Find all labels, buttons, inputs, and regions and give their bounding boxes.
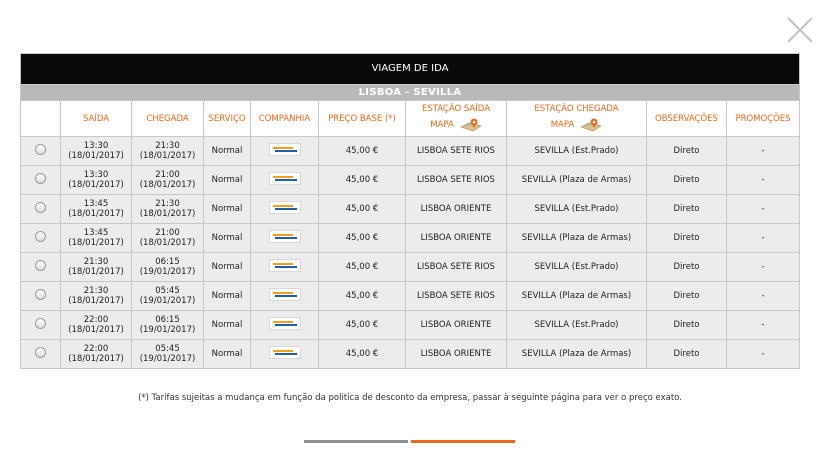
arrival-date: (19/01/2017) bbox=[139, 354, 196, 364]
price-cell: 45,00 € bbox=[319, 166, 406, 195]
row-select-cell bbox=[21, 224, 61, 253]
table-row[interactable] bbox=[21, 340, 800, 369]
price-cell: 45,00 € bbox=[319, 253, 406, 282]
price-cell: 45,00 € bbox=[319, 340, 406, 369]
table-row[interactable] bbox=[21, 224, 800, 253]
modal-title: VIAGEM DE IDA bbox=[21, 54, 800, 85]
company-logo bbox=[269, 143, 301, 156]
departure-cell bbox=[61, 311, 132, 340]
service-cell: Normal bbox=[204, 282, 251, 311]
arrival-date: (18/01/2017) bbox=[139, 209, 196, 219]
row-radio[interactable] bbox=[35, 202, 46, 213]
promotions-cell: - bbox=[727, 166, 800, 195]
departure-station-cell: LISBOA ORIENTE bbox=[406, 224, 507, 253]
arrival-station-cell: SEVILLA (Plaza de Armas) bbox=[507, 166, 647, 195]
departure-time: 13:30 bbox=[83, 141, 109, 151]
row-radio[interactable] bbox=[35, 289, 46, 300]
arrival-time: 06:15 bbox=[155, 315, 180, 325]
row-radio[interactable] bbox=[35, 260, 46, 271]
company-cell bbox=[251, 195, 319, 224]
company-logo bbox=[269, 346, 301, 359]
departure-station-cell: LISBOA SETE RIOS bbox=[406, 137, 507, 166]
progress-steps bbox=[304, 440, 515, 443]
departure-station-cell: LISBOA ORIENTE bbox=[406, 195, 507, 224]
row-select-cell bbox=[21, 253, 61, 282]
observations-cell: Direto bbox=[647, 311, 727, 340]
service-cell: Normal bbox=[204, 253, 251, 282]
col-departure-station bbox=[406, 101, 507, 137]
departure-date: (18/01/2017) bbox=[68, 354, 124, 364]
service-cell: Normal bbox=[204, 311, 251, 340]
arrival-time: 21:30 bbox=[155, 141, 180, 151]
arrival-cell bbox=[132, 311, 204, 340]
schedule-table bbox=[20, 53, 800, 369]
route-title: LISBOA - SEVILLA bbox=[21, 85, 800, 101]
arrival-station-cell: SEVILLA (Est.Prado) bbox=[507, 253, 647, 282]
price-cell: 45,00 € bbox=[319, 311, 406, 340]
row-select-cell bbox=[21, 137, 61, 166]
company-logo bbox=[269, 201, 301, 214]
promotions-cell: - bbox=[727, 224, 800, 253]
arrival-time: 21:00 bbox=[155, 228, 180, 238]
observations-cell: Direto bbox=[647, 137, 727, 166]
service-cell: Normal bbox=[204, 166, 251, 195]
arrival-cell bbox=[132, 195, 204, 224]
departure-time: 13:30 bbox=[83, 170, 109, 180]
row-radio[interactable] bbox=[35, 318, 46, 329]
close-icon bbox=[786, 16, 814, 44]
departure-cell bbox=[61, 166, 132, 195]
arrival-station-cell: SEVILLA (Est.Prado) bbox=[507, 195, 647, 224]
observations-cell: Direto bbox=[647, 166, 727, 195]
company-cell bbox=[251, 166, 319, 195]
departure-date: (18/01/2017) bbox=[68, 238, 124, 248]
departure-cell bbox=[61, 340, 132, 369]
col-arrival-station bbox=[507, 101, 647, 137]
arrival-date: (19/01/2017) bbox=[139, 267, 196, 277]
price-cell: 45,00 € bbox=[319, 195, 406, 224]
departure-station-label: ESTAÇÃO SAÍDA bbox=[421, 104, 491, 114]
arrival-time: 05:45 bbox=[155, 286, 180, 296]
arrival-cell bbox=[132, 282, 204, 311]
map-icon[interactable] bbox=[580, 117, 602, 133]
arrival-date: (18/01/2017) bbox=[139, 180, 196, 190]
arrival-station-label: ESTAÇÃO CHEGADA bbox=[534, 104, 619, 114]
arrival-time: 21:30 bbox=[155, 199, 180, 209]
departure-station-cell: LISBOA ORIENTE bbox=[406, 311, 507, 340]
departure-cell bbox=[61, 137, 132, 166]
departure-date: (18/01/2017) bbox=[68, 151, 124, 161]
arrival-station-cell: SEVILLA (Est.Prado) bbox=[507, 137, 647, 166]
departure-time: 21:30 bbox=[83, 257, 109, 267]
promotions-cell: - bbox=[727, 311, 800, 340]
company-cell bbox=[251, 311, 319, 340]
price-cell: 45,00 € bbox=[319, 137, 406, 166]
departure-cell bbox=[61, 253, 132, 282]
price-cell: 45,00 € bbox=[319, 282, 406, 311]
departure-date: (18/01/2017) bbox=[68, 267, 124, 277]
departure-date: (18/01/2017) bbox=[68, 296, 124, 306]
arrival-cell bbox=[132, 166, 204, 195]
col-promotions: PROMOÇÕES bbox=[727, 101, 800, 137]
promotions-cell: - bbox=[727, 253, 800, 282]
table-row[interactable] bbox=[21, 253, 800, 282]
company-logo bbox=[269, 288, 301, 301]
departure-station-cell: LISBOA SETE RIOS bbox=[406, 166, 507, 195]
departure-map-label: MAPA bbox=[430, 120, 454, 130]
promotions-cell: - bbox=[727, 340, 800, 369]
row-radio[interactable] bbox=[35, 173, 46, 184]
company-logo bbox=[269, 172, 301, 185]
departure-date: (18/01/2017) bbox=[68, 180, 124, 190]
departure-date: (18/01/2017) bbox=[68, 325, 124, 335]
progress-step-1 bbox=[304, 440, 408, 443]
company-cell bbox=[251, 224, 319, 253]
close-button[interactable] bbox=[786, 16, 814, 44]
company-logo bbox=[269, 259, 301, 272]
arrival-cell bbox=[132, 224, 204, 253]
company-cell bbox=[251, 137, 319, 166]
col-base-price: PREÇO BASE (*) bbox=[319, 101, 406, 137]
departure-station-cell: LISBOA SETE RIOS bbox=[406, 253, 507, 282]
departure-cell bbox=[61, 224, 132, 253]
departure-cell bbox=[61, 195, 132, 224]
progress-step-2 bbox=[411, 440, 515, 443]
col-departure: SAÍDA bbox=[61, 101, 132, 137]
col-observations: OBSERVAÇÕES bbox=[647, 101, 727, 137]
col-select bbox=[21, 101, 61, 137]
company-logo bbox=[269, 230, 301, 243]
row-radio[interactable] bbox=[35, 347, 46, 358]
column-header-row bbox=[21, 101, 800, 137]
arrival-station-cell: SEVILLA (Plaza de Armas) bbox=[507, 224, 647, 253]
departure-station-cell: LISBOA SETE RIOS bbox=[406, 282, 507, 311]
row-radio[interactable] bbox=[35, 231, 46, 242]
arrival-station-cell: SEVILLA (Plaza de Armas) bbox=[507, 340, 647, 369]
col-company: COMPANHIA bbox=[251, 101, 319, 137]
departure-time: 21:30 bbox=[83, 286, 109, 296]
observations-cell: Direto bbox=[647, 253, 727, 282]
service-cell: Normal bbox=[204, 195, 251, 224]
arrival-time: 05:45 bbox=[155, 344, 180, 354]
arrival-time: 06:15 bbox=[155, 257, 180, 267]
departure-time: 22:00 bbox=[83, 344, 109, 354]
arrival-date: (19/01/2017) bbox=[139, 296, 196, 306]
top-strip bbox=[0, 0, 820, 4]
service-cell: Normal bbox=[204, 340, 251, 369]
promotions-cell: - bbox=[727, 282, 800, 311]
row-select-cell bbox=[21, 195, 61, 224]
departure-time: 13:45 bbox=[83, 199, 109, 209]
arrival-map-label: MAPA bbox=[550, 120, 575, 130]
service-cell: Normal bbox=[204, 137, 251, 166]
arrival-date: (19/01/2017) bbox=[139, 325, 196, 335]
company-cell bbox=[251, 340, 319, 369]
arrival-cell bbox=[132, 137, 204, 166]
row-select-cell bbox=[21, 166, 61, 195]
arrival-date: (18/01/2017) bbox=[139, 151, 196, 161]
company-cell bbox=[251, 253, 319, 282]
row-select-cell bbox=[21, 311, 61, 340]
table-row[interactable] bbox=[21, 195, 800, 224]
company-logo bbox=[269, 317, 301, 330]
price-cell: 45,00 € bbox=[319, 224, 406, 253]
service-cell: Normal bbox=[204, 224, 251, 253]
departure-cell bbox=[61, 282, 132, 311]
departure-station-cell: LISBOA ORIENTE bbox=[406, 340, 507, 369]
observations-cell: Direto bbox=[647, 224, 727, 253]
promotions-cell: - bbox=[727, 137, 800, 166]
table-row[interactable] bbox=[21, 282, 800, 311]
arrival-cell bbox=[132, 253, 204, 282]
observations-cell: Direto bbox=[647, 340, 727, 369]
observations-cell: Direto bbox=[647, 282, 727, 311]
departure-time: 22:00 bbox=[83, 315, 109, 325]
arrival-station-cell: SEVILLA (Est.Prado) bbox=[507, 311, 647, 340]
row-select-cell bbox=[21, 340, 61, 369]
departure-date: (18/01/2017) bbox=[68, 209, 124, 219]
table-row[interactable] bbox=[21, 311, 800, 340]
arrival-cell bbox=[132, 340, 204, 369]
departure-time: 13:45 bbox=[83, 228, 109, 238]
table-row[interactable] bbox=[21, 137, 800, 166]
table-row[interactable] bbox=[21, 166, 800, 195]
company-cell bbox=[251, 282, 319, 311]
map-icon[interactable] bbox=[460, 117, 482, 133]
row-select-cell bbox=[21, 282, 61, 311]
observations-cell: Direto bbox=[647, 195, 727, 224]
price-footnote: (*) Tarifas sujeitas a mudança em função da politica de desconto da empresa, passar à seguinte página para ver o preço exato. bbox=[138, 393, 682, 403]
arrival-station-cell: SEVILLA (Plaza de Armas) bbox=[507, 282, 647, 311]
arrival-date: (18/01/2017) bbox=[139, 238, 196, 248]
col-service: SERVIÇO bbox=[204, 101, 251, 137]
promotions-cell: - bbox=[727, 195, 800, 224]
arrival-time: 21:00 bbox=[155, 170, 180, 180]
row-radio[interactable] bbox=[35, 144, 46, 155]
col-arrival: CHEGADA bbox=[132, 101, 204, 137]
